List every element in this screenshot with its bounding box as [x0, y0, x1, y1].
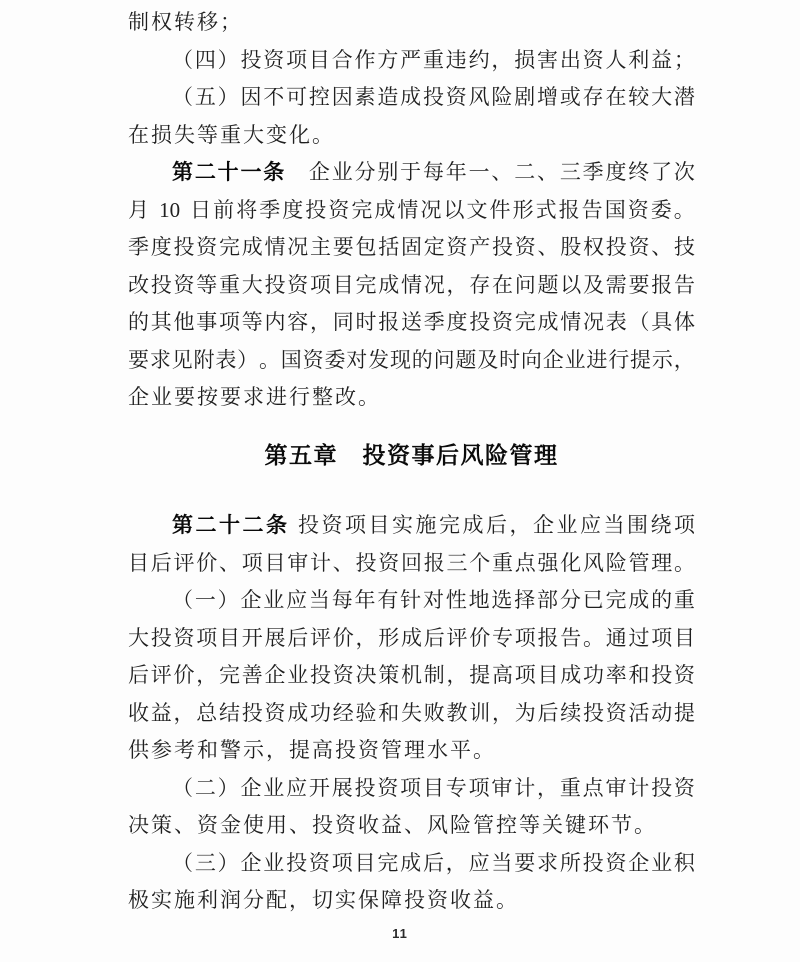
text-line: 决 策 、 资 金 使 用 、 投 资 收 益 、 风 险 管 控 等 关 键 环 节 。: [128, 813, 655, 838]
text-line: 季 度 投 资 完 成 情 况 主 要 包 括 固 定 资 产 投 资 、 股 权 投 资 、 技: [128, 235, 695, 260]
section-after-heading: [128, 507, 695, 920]
text-line: 目 后 评 价 、 项 目 审 计 、 投 资 回 报 三 个 重 点 强 化 风 险 管 理 。: [128, 550, 695, 575]
text-line: 极 实 施 利 润 分 配 ， 切 实 保 障 投 资 收 益 。: [128, 888, 517, 913]
text-line: （ 二 ） 企 业 应 开 展 投 资 项 目 专 项 审 计 ， 重 点 审 计 投 资: [172, 775, 695, 800]
text-line: 的 其 他 事 项 等 内 容 ， 同 时 报 送 季 度 投 资 完 成 情 况 表 （ 具 体: [128, 310, 695, 335]
text-line: 大 投 资 项 目 开 展 后 评 价 ， 形 成 后 评 价 专 项 报 告 。 通 过 项 目: [128, 625, 695, 650]
text-line: 在 损 失 等 重 大 变 化 。: [128, 122, 333, 147]
text-line: 月 10 日 前 将 季 度 投 资 完 成 情 况 以 文 件 形 式 报 告 国 资 委 。: [128, 197, 695, 222]
text-line: 供 参 考 和 警 示 ， 提 高 投 资 管 理 水 平 。: [128, 738, 494, 763]
text-line: 第 二 十 二 条 投 资 项 目 实 施 完 成 后 ， 企 业 应 当 围 绕 项: [172, 513, 695, 538]
page-number: 11: [392, 926, 408, 941]
text-line: 制 权 转 移 ；: [128, 10, 241, 35]
document-body: [128, 4, 695, 920]
text-line: （ 一 ） 企 业 应 当 每 年 有 针 对 性 地 选 择 部 分 已 完 成 的 重: [172, 588, 695, 613]
text-line: （ 四 ） 投 资 项 目 合 作 方 严 重 违 约 ， 损 害 出 资 人 利 益 ；: [172, 47, 695, 72]
text-line: 改 投 资 等 重 大 投 资 项 目 完 成 情 况 ， 存 在 问 题 以 及 需 要 报 告: [128, 272, 695, 297]
chapter-heading: 第五章 投资事后风险管理: [264, 441, 559, 468]
text-line: 收 益 ， 总 结 投 资 成 功 经 验 和 失 败 教 训 ， 为 后 续 投 资 活 动 提: [128, 700, 695, 725]
text-line: 要 求 见 附 表 ） 。 国 资 委 对 发 现 的 问 题 及 时 向 企 业 进 行 提 示 ，: [128, 347, 695, 372]
text-line: 第 二 十 一 条 企 业 分 别 于 每 年 一 、 二 、 三 季 度 终 了 次: [172, 160, 695, 185]
text-line: （ 五 ） 因 不 可 控 因 素 造 成 投 资 风 险 剧 增 或 存 在 较 大 潜: [172, 85, 695, 110]
section-before-heading: [128, 4, 695, 417]
text-line: （ 三 ） 企 业 投 资 项 目 完 成 后 ， 应 当 要 求 所 投 资 企 业 积: [172, 850, 695, 875]
text-line: 企 业 要 按 要 求 进 行 整 改 。: [128, 385, 379, 410]
text-line: 后 评 价 ， 完 善 企 业 投 资 决 策 机 制 ， 提 高 项 目 成 功 率 和 投 资: [128, 663, 695, 688]
